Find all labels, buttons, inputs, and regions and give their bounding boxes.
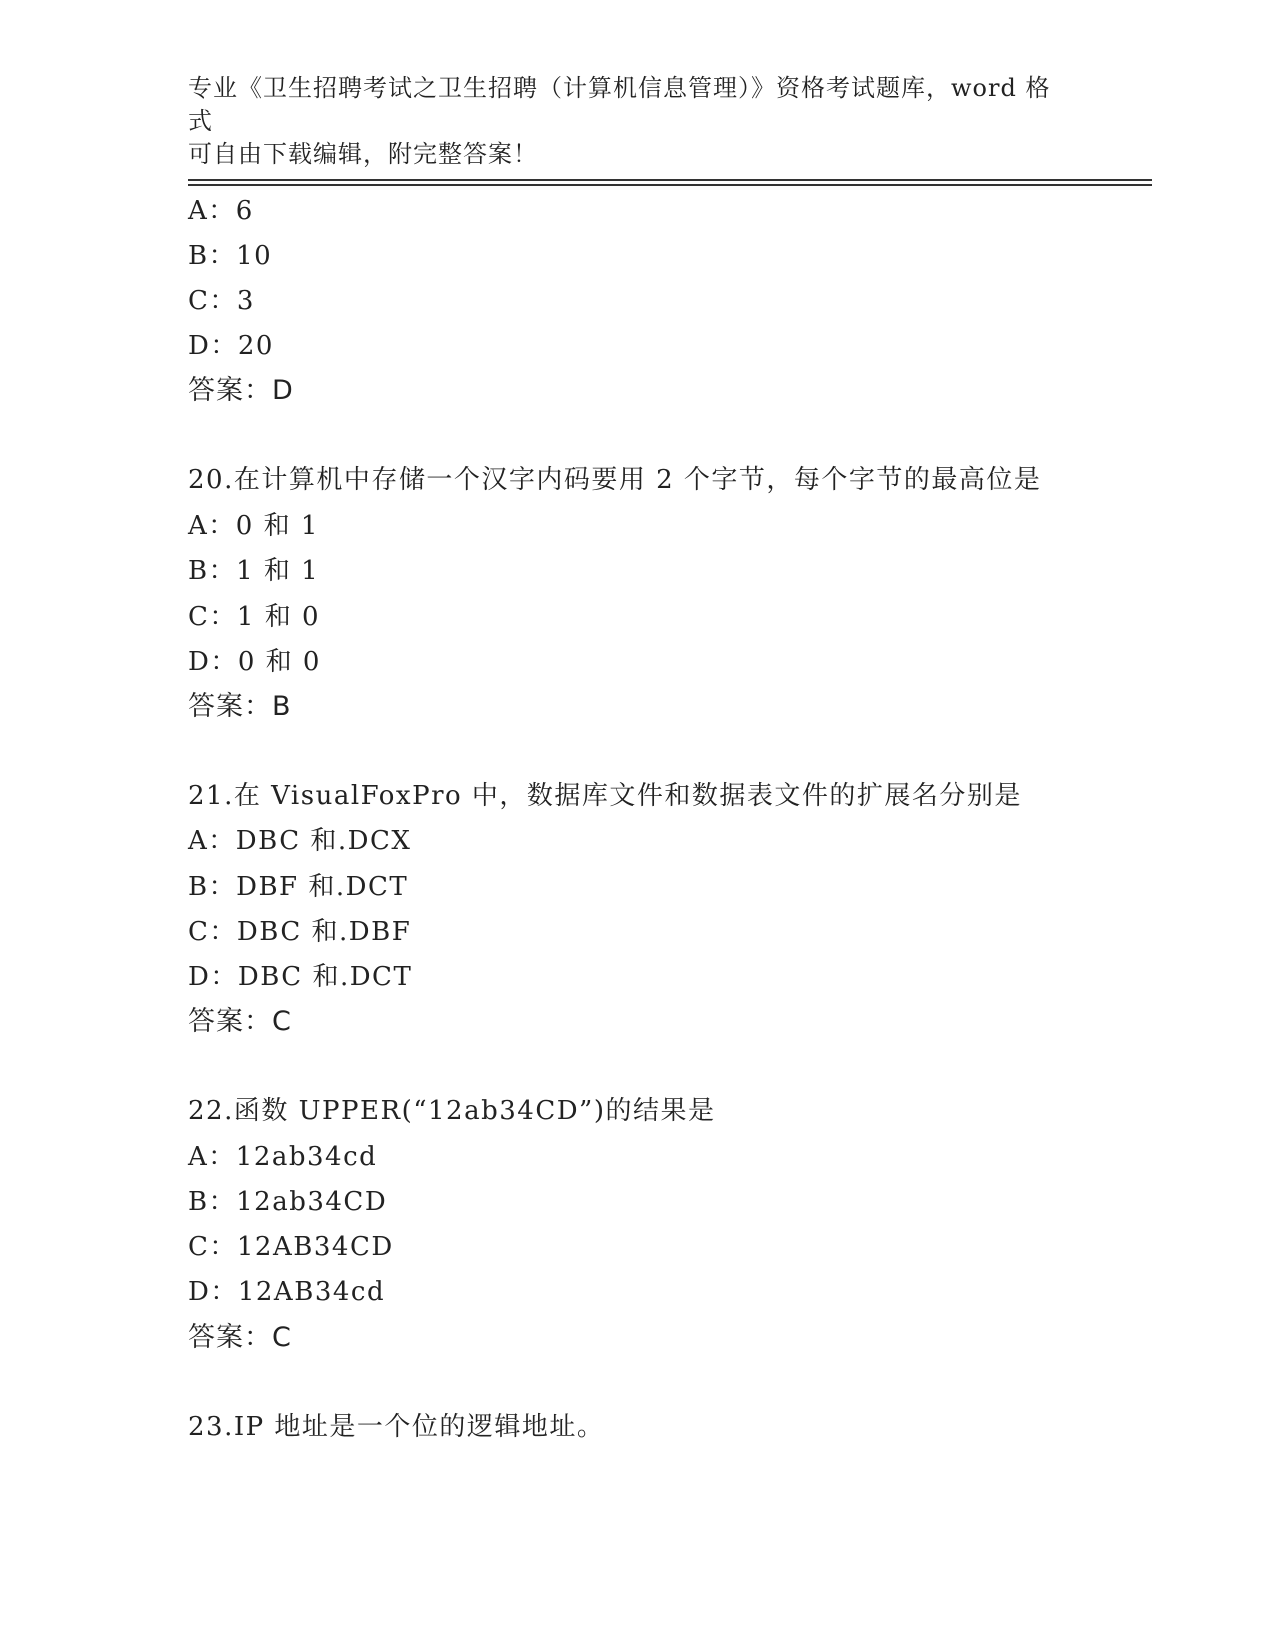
q22-answer: 答案：C bbox=[188, 1322, 292, 1353]
q21-question: 21.在 VisualFoxPro 中，数据库文件和数据表文件的扩展名分别是 bbox=[188, 781, 1022, 811]
document-header bbox=[188, 72, 1068, 171]
header-divider-top bbox=[188, 179, 1152, 181]
q20-option-a: A：0 和 1 bbox=[188, 511, 319, 541]
q20-option-c: C：1 和 0 bbox=[188, 602, 321, 632]
q19-option-c: C：3 bbox=[188, 286, 255, 316]
q21-option-a: A：DBC 和.DCX bbox=[188, 826, 412, 856]
q19-option-d: D：20 bbox=[188, 331, 274, 361]
q22-option-c: C：12AB34CD bbox=[188, 1232, 394, 1262]
q20-question: 20.在计算机中存储一个汉字内码要用 2 个字节，每个字节的最高位是 bbox=[188, 465, 1042, 495]
q22-option-a: A：12ab34cd bbox=[188, 1142, 378, 1172]
q21-option-c: C：DBC 和.DBF bbox=[188, 917, 412, 947]
q21-option-d: D：DBC 和.DCT bbox=[188, 962, 413, 992]
q19-option-a: A：6 bbox=[188, 196, 254, 226]
q20-option-d: D：0 和 0 bbox=[188, 647, 321, 677]
q20-option-b: B：1 和 1 bbox=[188, 556, 320, 586]
q20-answer: 答案：B bbox=[188, 691, 292, 722]
header-line-2: 可自由下载编辑，附完整答案！ bbox=[188, 140, 538, 168]
q21-answer: 答案：C bbox=[188, 1006, 292, 1037]
q22-option-d: D：12AB34cd bbox=[188, 1277, 386, 1307]
q21-option-b: B：DBF 和.DCT bbox=[188, 872, 409, 902]
header-line-1: 专业《卫生招聘考试之卫生招聘（计算机信息管理）》资格考试题库，word 格式 bbox=[188, 74, 1051, 135]
q19-option-b: B：10 bbox=[188, 241, 273, 271]
q23-question: 23.IP 地址是一个位的逻辑地址。 bbox=[188, 1412, 605, 1442]
header-divider-bottom bbox=[188, 184, 1152, 186]
q22-option-b: B：12ab34CD bbox=[188, 1187, 388, 1217]
q22-question: 22.函数 UPPER(“12ab34CD”)的结果是 bbox=[188, 1096, 716, 1126]
q19-answer: 答案：D bbox=[188, 375, 294, 406]
